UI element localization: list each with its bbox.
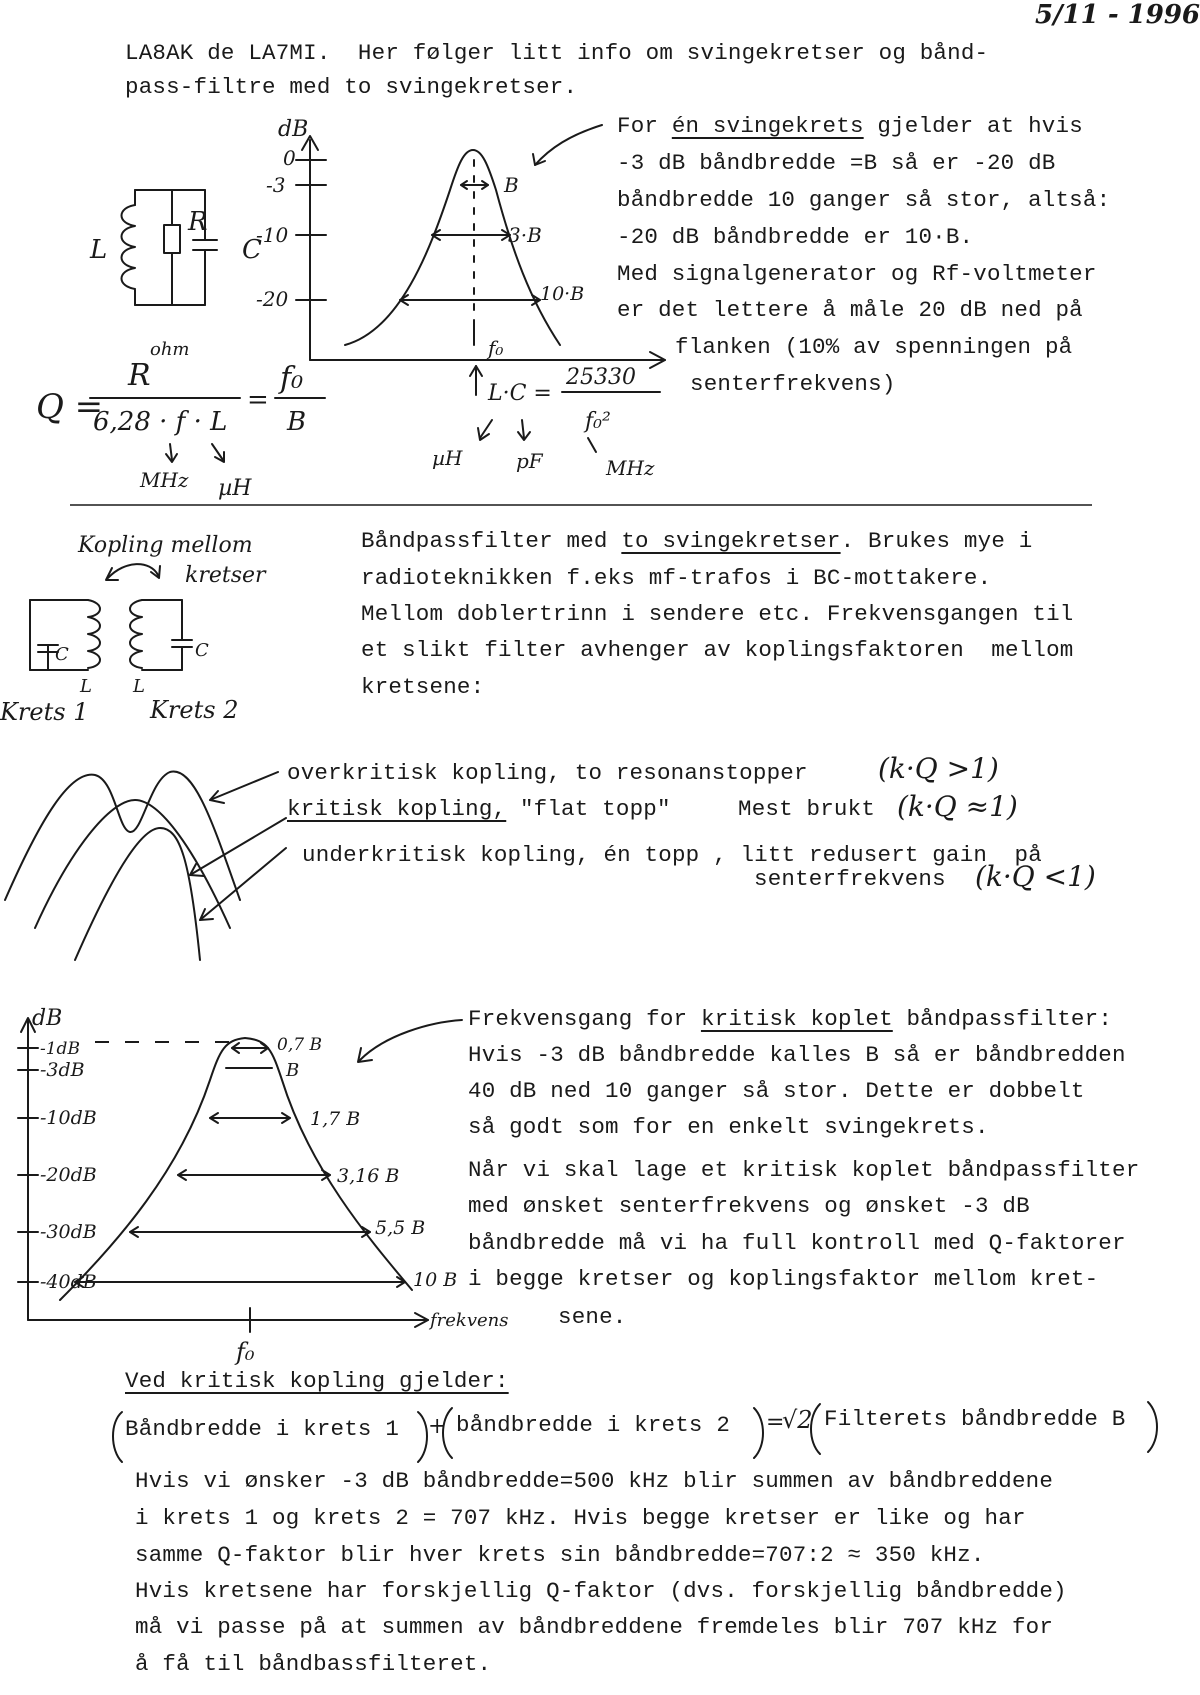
crit-para-line-7: båndbredde må vi ha full kontroll med Q-faktorer [468,1230,1126,1256]
q-formula-f0: f₀ [280,361,304,396]
q-formula-q: Q = [36,387,104,427]
crit-para-line-5: Når vi skal lage et kritisk koplet båndpassfilter [468,1157,1140,1183]
overcritical-label: overkritisk kopling, to resonanstopper [287,760,808,786]
crit-para-1-before: Frekvensgang for [468,1006,701,1032]
single-para-1-after: gjelder at hvis [863,113,1083,139]
krets1-label: Krets 1 [0,698,89,726]
rule-eq: = [766,1410,785,1435]
crit-width-B: B [286,1060,300,1081]
coupled-circuits-schematic [0,533,267,726]
crit-y-tick-3db: -3dB [40,1059,85,1081]
krets2-label: Krets 2 [150,696,239,724]
overcritical-curve [5,771,240,900]
q-formula-r: R [128,358,151,393]
crit-para-line-2: Hvis -3 dB båndbredde kalles B så er båndbredden [468,1042,1126,1068]
crit-para-line-1 [468,1006,1112,1032]
rule-heading: Ved kritisk kopling gjelder: [125,1368,509,1394]
example-line-6: å få til båndbassfilteret. [135,1651,492,1677]
undercritical-condition: (k·Q <1) [975,860,1096,893]
date: 5/11 - 1996 [1035,0,1200,30]
schematic-label-C: C [242,235,262,265]
crit-width-10B: 10 B [413,1269,458,1291]
critical-label-rest: "flat topp" [506,796,671,822]
example-line-5: må vi passe på at summen av båndbreddene fremdeles blir 707 kHz for [135,1614,1054,1640]
crit-width-55B: 5,5 B [375,1217,426,1239]
schematic-parallel-lrc [89,190,262,305]
rule-plus: + [428,1414,447,1439]
lc-formula [432,365,660,480]
single-para-line-4: -20 dB båndbredde er 10·B. [617,224,974,250]
overcritical-condition: (k·Q >1) [878,752,999,785]
bandpass-para-line-5: kretsene: [361,674,485,700]
undercritical-curve [75,828,200,960]
example-line-4: Hvis kretsene har forskjellig Q-faktor (dvs. forskjellig båndbredde) [135,1578,1067,1604]
single-y-axis-label: dB [278,117,309,142]
single-y-tick-10: -10 [256,223,289,247]
single-circuit-graph [256,117,665,395]
bandpass-para-1-before: Båndpassfilter med [361,528,622,554]
coupling-curves [5,771,286,960]
single-para-line-6: er det lettere å måle 20 dB ned på [617,297,1083,323]
lc-formula-lhs: L·C = [488,381,552,406]
crit-y-tick-40db: -40dB [40,1271,97,1293]
krets2-c-label: C [195,640,209,661]
crit-para-line-3: 40 dB ned 10 ganger så stor. Dette er dobbelt [468,1078,1085,1104]
single-resonance-curve [345,150,560,345]
single-para-line-5: Med signalgenerator og Rf-voltmeter [617,261,1097,287]
rule-formula-a: Båndbredde i krets 1 [125,1416,400,1442]
bandpass-para-1-underlined: to svingekretser [621,528,841,554]
critical-label [287,796,671,822]
q-formula-r-unit: ohm [150,339,190,360]
undercritical-label-2: senterfrekvens [754,866,946,892]
lc-formula-unit-3: MHz [606,456,655,480]
q-formula-b: B [287,407,307,437]
lc-formula-num: 25330 [566,365,636,390]
krets2-l-label: L [133,676,145,697]
coil-L [122,205,136,289]
crit-x-label: frekvens [430,1310,509,1331]
crit-y-tick-20db: -20dB [40,1164,97,1186]
schematic-label-L: L [90,235,108,265]
krets1-c-label: C [55,644,69,665]
single-para-line-8: senterfrekvens) [690,371,896,397]
lc-formula-unit-2: pF [516,449,543,473]
crit-f0-marker: f₀ [236,1338,255,1366]
q-formula [36,339,325,501]
critical-response-graph [18,1006,508,1366]
single-width-3B: 3·B [508,223,542,247]
crit-y-tick-30db: -30dB [40,1221,97,1243]
bandpass-para-line-1 [361,528,1032,554]
crit-width-316B: 3,16 B [337,1165,400,1187]
single-width-B: B [504,173,519,197]
single-para-line-3: båndbredde 10 ganger så stor, altså: [617,187,1111,213]
crit-para-line-6: med ønsket senterfrekvens og ønsket -3 dB [468,1193,1030,1219]
example-line-2: i krets 1 og krets 2 = 707 kHz. Hvis begge kretser er like og har [135,1505,1026,1531]
rule-formula-c: Filterets båndbredde B [824,1406,1126,1432]
bandpass-para-line-4: et slikt filter avhenger av koplingsfaktoren mellom [361,637,1074,663]
single-y-tick-3: -3 [266,173,286,197]
single-para-1-before: For [617,113,672,139]
critical-curve [35,800,230,928]
bandpass-para-line-2: radioteknikken f.eks mf-trafos i BC-mottakere. [361,565,992,591]
intro-line-1: LA8AK de LA7MI. Her følger litt info om svingekretser og bånd- [125,40,989,66]
q-formula-unit-f: MHz [140,468,189,492]
bandpass-para-line-3: Mellom doblertrinn i sendere etc. Frekvensgangen til [361,601,1074,627]
crit-y-axis-label: dB [32,1006,63,1031]
schematic-label-R: R [188,207,208,237]
crit-width-07B: 0,7 B [277,1035,322,1055]
single-width-10B: 10·B [540,283,585,305]
critical-note: Mest brukt [738,796,876,822]
single-para-1-underlined: én svingekrets [671,113,864,139]
single-para-line-2: -3 dB båndbredde =B så er -20 dB [617,150,1056,176]
crit-para-1-after: båndpassfilter: [892,1006,1113,1032]
q-formula-eq: = [247,385,269,415]
critical-label-underlined: kritisk kopling, [287,796,507,822]
resistor-R [164,225,180,253]
single-f0-marker: f₀ [488,336,504,360]
crit-para-line-9: sene. [558,1304,627,1330]
crit-para-line-8: i begge kretser og koplingsfaktor mellom kret- [468,1266,1099,1292]
coupling-label-1: Kopling mellom [78,533,253,558]
single-para-line-7: flanken (10% av spenningen på [675,334,1073,360]
intro-line-2: pass-filtre med to svingekretser. [125,74,578,100]
q-formula-unit-l: µH [218,476,252,501]
undercritical-label: underkritisk kopling, én topp , litt redusert gain på [302,842,1042,868]
rule-sqrt: √2 [782,1406,813,1434]
bandpass-para-1-after: . Brukes mye i [840,528,1033,554]
example-line-1: Hvis vi ønsker -3 dB båndbredde=500 kHz blir summen av båndbreddene [135,1468,1054,1494]
rule-formula-b: båndbredde i krets 2 [456,1412,731,1438]
crit-y-tick-1db: -1dB [40,1039,80,1059]
crit-para-1-underlined: kritisk koplet [700,1006,893,1032]
critical-condition: (k·Q ≈1) [897,790,1018,823]
single-y-tick-0: 0 [283,146,296,170]
lc-formula-den: f₀² [585,409,611,434]
crit-y-tick-10db: -10dB [40,1107,97,1129]
crit-width-17B: 1,7 B [310,1108,361,1130]
lc-formula-unit-1: µH [432,446,463,470]
krets1-l-label: L [80,676,92,697]
crit-para-line-4: så godt som for en enkelt svingekrets. [468,1114,989,1140]
single-y-tick-20: -20 [256,287,289,311]
q-formula-den: 6,28 · f · L [93,407,228,437]
coupling-label-2: kretser [185,563,266,588]
example-line-3: samme Q-faktor blir hver krets sin båndbredde=707:2 ≈ 350 kHz. [135,1542,985,1568]
